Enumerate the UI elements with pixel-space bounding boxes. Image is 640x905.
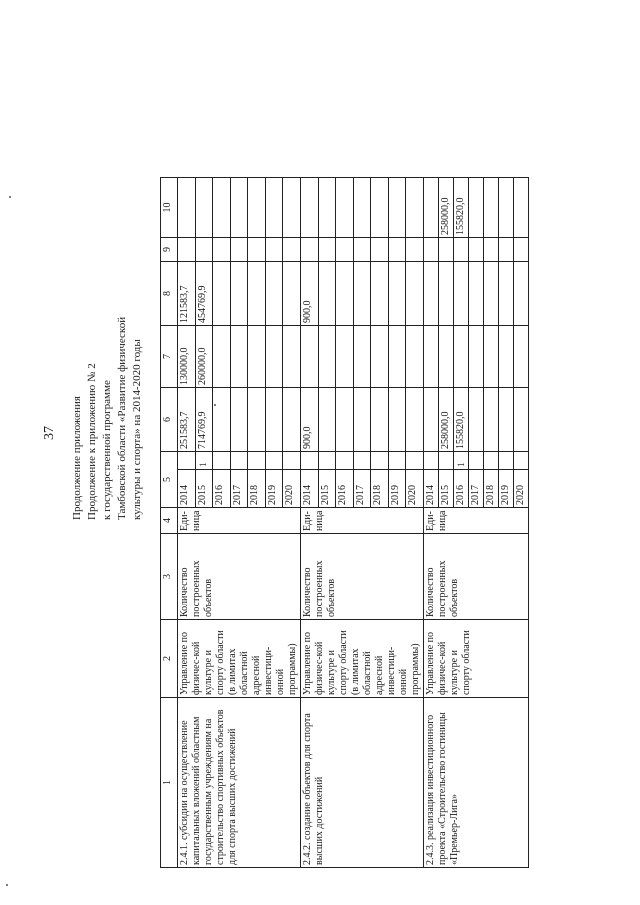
year-cell: 2015 bbox=[318, 470, 336, 508]
value-cell bbox=[484, 178, 499, 238]
column-number-row bbox=[161, 178, 178, 868]
value-cell: 900,0 bbox=[301, 388, 319, 452]
value-cell bbox=[484, 452, 499, 470]
value-cell bbox=[406, 388, 424, 452]
value-cell bbox=[336, 388, 354, 452]
value-cell bbox=[424, 178, 439, 238]
heading-line: к государственной программе bbox=[101, 380, 113, 520]
value-cell bbox=[371, 238, 389, 262]
heading-line: культуры и спорта» на 2014-2020 годы bbox=[131, 339, 143, 520]
page-number: 37 bbox=[42, 426, 57, 440]
value-cell bbox=[484, 262, 499, 326]
value-cell bbox=[265, 452, 283, 470]
value-cell bbox=[469, 326, 484, 388]
row-indicator: Количество построенных объектов bbox=[178, 534, 301, 620]
scan-speck bbox=[214, 404, 216, 406]
value-cell bbox=[388, 388, 406, 452]
value-cell bbox=[213, 178, 231, 238]
row-unit: Еди-ница bbox=[424, 508, 529, 534]
data-table bbox=[160, 177, 529, 868]
table-body bbox=[178, 178, 529, 868]
heading-line: Тамбовской области «Развитие физической bbox=[116, 316, 128, 520]
value-cell: 900,0 bbox=[301, 262, 319, 326]
value-cell bbox=[469, 238, 484, 262]
value-cell bbox=[353, 238, 371, 262]
value-cell bbox=[283, 326, 301, 388]
value-cell bbox=[469, 388, 484, 452]
value-cell bbox=[195, 238, 213, 262]
year-cell: 2016 bbox=[454, 470, 469, 508]
value-cell: 155820,0 bbox=[454, 178, 469, 238]
row-executor: Управление по физичес-кой культуре и спорту области (в лимитах областной адресной инвестици-онной программы) bbox=[301, 620, 424, 698]
value-cell bbox=[301, 178, 319, 238]
value-cell bbox=[230, 262, 248, 326]
value-cell bbox=[248, 262, 266, 326]
column-number: 2 bbox=[161, 620, 178, 698]
value-cell bbox=[318, 262, 336, 326]
value-cell bbox=[336, 238, 354, 262]
value-cell: 155820,0 bbox=[454, 388, 469, 452]
value-cell bbox=[283, 178, 301, 238]
value-cell bbox=[283, 452, 301, 470]
value-cell bbox=[499, 326, 514, 388]
value-cell bbox=[195, 178, 213, 238]
value-cell bbox=[469, 452, 484, 470]
value-cell bbox=[318, 238, 336, 262]
value-cell bbox=[439, 238, 454, 262]
value-cell bbox=[388, 262, 406, 326]
scan-speck bbox=[6, 884, 8, 886]
value-cell bbox=[336, 262, 354, 326]
year-cell: 2020 bbox=[514, 470, 529, 508]
value-cell bbox=[388, 452, 406, 470]
value-cell bbox=[301, 238, 319, 262]
heading-line: Продолжение приложения bbox=[71, 396, 83, 520]
value-cell bbox=[248, 388, 266, 452]
value-cell bbox=[439, 452, 454, 470]
column-number: 9 bbox=[161, 238, 178, 262]
row-indicator: Количество построенных объектов bbox=[424, 534, 529, 620]
value-cell bbox=[514, 178, 529, 238]
year-cell: 2020 bbox=[406, 470, 424, 508]
value-cell bbox=[406, 452, 424, 470]
value-cell bbox=[388, 238, 406, 262]
value-cell bbox=[371, 388, 389, 452]
value-cell bbox=[424, 452, 439, 470]
value-cell bbox=[371, 326, 389, 388]
value-cell bbox=[406, 238, 424, 262]
value-cell bbox=[283, 388, 301, 452]
value-cell bbox=[424, 388, 439, 452]
row-unit: Еди-ница bbox=[301, 508, 424, 534]
value-cell: 1 bbox=[454, 452, 469, 470]
value-cell bbox=[484, 388, 499, 452]
value-cell: 258000,0 bbox=[439, 178, 454, 238]
year-cell: 2017 bbox=[353, 470, 371, 508]
year-cell: 2014 bbox=[178, 470, 196, 508]
row-unit: Еди-ница bbox=[178, 508, 301, 534]
value-cell bbox=[514, 388, 529, 452]
column-number: 7 bbox=[161, 326, 178, 388]
value-cell bbox=[178, 238, 196, 262]
value-cell bbox=[406, 262, 424, 326]
value-cell bbox=[213, 388, 231, 452]
value-cell bbox=[353, 178, 371, 238]
value-cell bbox=[353, 262, 371, 326]
value-cell bbox=[371, 452, 389, 470]
value-cell: 714769,9 bbox=[195, 388, 213, 452]
year-cell: 2019 bbox=[388, 470, 406, 508]
year-cell: 2017 bbox=[230, 470, 248, 508]
value-cell: 121583,7 bbox=[178, 262, 196, 326]
value-cell bbox=[301, 452, 319, 470]
year-cell: 2015 bbox=[195, 470, 213, 508]
value-cell: 454769,9 bbox=[195, 262, 213, 326]
value-cell bbox=[178, 178, 196, 238]
year-cell: 2017 bbox=[469, 470, 484, 508]
value-cell bbox=[406, 326, 424, 388]
year-cell: 2016 bbox=[213, 470, 231, 508]
value-cell bbox=[454, 262, 469, 326]
year-cell: 2015 bbox=[439, 470, 454, 508]
value-cell bbox=[499, 238, 514, 262]
value-cell bbox=[336, 452, 354, 470]
value-cell bbox=[230, 326, 248, 388]
column-number: 3 bbox=[161, 534, 178, 620]
table-row bbox=[301, 178, 319, 868]
row-name: 2.4.3. реализация инвестиционного проекта «Строительство гостиницы «Премьер-Лига» bbox=[424, 698, 529, 868]
value-cell bbox=[439, 262, 454, 326]
row-indicator: Количество построенных объектов bbox=[301, 534, 424, 620]
value-cell bbox=[371, 262, 389, 326]
value-cell bbox=[265, 326, 283, 388]
value-cell bbox=[318, 178, 336, 238]
value-cell bbox=[514, 452, 529, 470]
value-cell bbox=[265, 388, 283, 452]
column-number: 5 bbox=[161, 452, 178, 508]
column-number: 8 bbox=[161, 262, 178, 326]
value-cell bbox=[248, 178, 266, 238]
value-cell bbox=[336, 326, 354, 388]
year-cell: 2014 bbox=[424, 470, 439, 508]
value-cell bbox=[454, 326, 469, 388]
value-cell bbox=[213, 452, 231, 470]
year-cell: 2018 bbox=[484, 470, 499, 508]
value-cell bbox=[353, 452, 371, 470]
value-cell bbox=[336, 178, 354, 238]
value-cell bbox=[301, 326, 319, 388]
value-cell bbox=[213, 262, 231, 326]
value-cell bbox=[248, 238, 266, 262]
value-cell bbox=[371, 178, 389, 238]
row-name: 2.4.1. субсидии на осуществление капитальных вложений областным государственным учреждениям на строительство спортивных объектов для спорта высших достижений bbox=[178, 698, 301, 868]
value-cell: 251583,7 bbox=[178, 388, 196, 452]
row-executor: Управление по физичес-кой культуре и спорту области bbox=[424, 620, 529, 698]
value-cell bbox=[499, 262, 514, 326]
value-cell bbox=[499, 388, 514, 452]
value-cell bbox=[353, 388, 371, 452]
year-cell: 2020 bbox=[283, 470, 301, 508]
value-cell bbox=[248, 326, 266, 388]
year-cell: 2019 bbox=[265, 470, 283, 508]
value-cell bbox=[265, 178, 283, 238]
value-cell bbox=[514, 262, 529, 326]
value-cell bbox=[318, 326, 336, 388]
value-cell bbox=[248, 452, 266, 470]
value-cell bbox=[230, 178, 248, 238]
value-cell bbox=[406, 178, 424, 238]
value-cell bbox=[499, 452, 514, 470]
value-cell bbox=[514, 326, 529, 388]
year-cell: 2018 bbox=[248, 470, 266, 508]
value-cell bbox=[424, 326, 439, 388]
value-cell bbox=[230, 238, 248, 262]
value-cell: 1 bbox=[195, 452, 213, 470]
value-cell bbox=[469, 262, 484, 326]
value-cell: 258000,0 bbox=[439, 388, 454, 452]
year-cell: 2014 bbox=[301, 470, 319, 508]
value-cell: 260000,0 bbox=[195, 326, 213, 388]
value-cell: 130000,0 bbox=[178, 326, 196, 388]
value-cell bbox=[424, 238, 439, 262]
value-cell bbox=[213, 238, 231, 262]
table-row bbox=[424, 178, 439, 868]
value-cell bbox=[484, 326, 499, 388]
value-cell bbox=[178, 452, 196, 470]
value-cell bbox=[499, 178, 514, 238]
value-cell bbox=[454, 238, 469, 262]
value-cell bbox=[230, 452, 248, 470]
column-number: 10 bbox=[161, 178, 178, 238]
value-cell bbox=[318, 388, 336, 452]
value-cell bbox=[469, 178, 484, 238]
row-name: 2.4.2. создание объектов для спорта высших достижений bbox=[301, 698, 424, 868]
value-cell bbox=[388, 326, 406, 388]
value-cell bbox=[230, 388, 248, 452]
value-cell bbox=[318, 452, 336, 470]
column-number: 1 bbox=[161, 698, 178, 868]
value-cell bbox=[514, 238, 529, 262]
value-cell bbox=[283, 238, 301, 262]
document-heading bbox=[70, 250, 145, 520]
value-cell bbox=[484, 238, 499, 262]
table-row bbox=[178, 178, 196, 868]
row-executor: Управление по физичес-кой культуре и спорту области (в лимитах областной адресной инвестици-онной программы) bbox=[178, 620, 301, 698]
column-number: 4 bbox=[161, 508, 178, 534]
value-cell bbox=[213, 326, 231, 388]
value-cell bbox=[283, 262, 301, 326]
value-cell bbox=[353, 326, 371, 388]
heading-line: Продолжение к приложению № 2 bbox=[86, 363, 98, 520]
value-cell bbox=[265, 238, 283, 262]
value-cell bbox=[265, 262, 283, 326]
scan-speck bbox=[9, 196, 11, 198]
year-cell: 2018 bbox=[371, 470, 389, 508]
year-cell: 2016 bbox=[336, 470, 354, 508]
year-cell: 2019 bbox=[499, 470, 514, 508]
value-cell bbox=[424, 262, 439, 326]
value-cell bbox=[439, 326, 454, 388]
value-cell bbox=[388, 178, 406, 238]
column-number: 6 bbox=[161, 388, 178, 452]
